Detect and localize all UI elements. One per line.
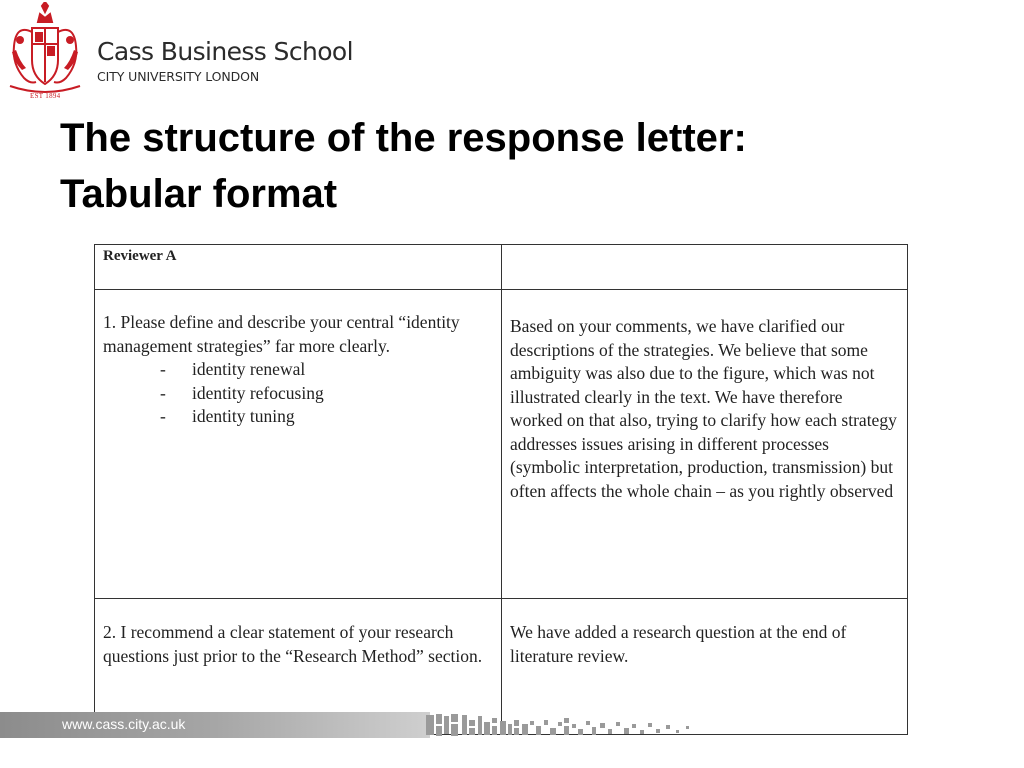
school-name: Cass Business School bbox=[97, 37, 353, 66]
cass-crest-logo bbox=[2, 2, 88, 102]
table-row bbox=[95, 290, 908, 599]
response-table bbox=[94, 244, 908, 735]
table-header-row bbox=[95, 245, 908, 290]
slide-title bbox=[60, 110, 747, 222]
author-response-cell: We have added a research question at the end of literature review. bbox=[502, 599, 908, 735]
author-response-cell: Based on your comments, we have clarified our descriptions of the strategies. We believe that some ambiguity was also due to the figure, which was not illustrated clearly in the text. We have therefore worked on that also, trying to clarify how each strategy addresses issues arising in different processes (symbolic interpretation, production, transmission) but often affects the whole chain – as you rightly observed bbox=[502, 290, 908, 599]
reviewer-comment-cell: 2. I recommend a clear statement of your research questions just prior to the “Research Method” section. bbox=[95, 599, 502, 735]
reviewer-comment-text: 1. Please define and describe your central “identity management strategies” far more clearly. bbox=[103, 312, 460, 356]
slide-title-line1: The structure of the response letter: bbox=[60, 116, 747, 160]
list-item-label: identity refocusing bbox=[192, 382, 324, 403]
reviewer-comment-cell bbox=[95, 290, 502, 599]
footer-pixel-pattern bbox=[424, 712, 699, 738]
list-item-label: identity renewal bbox=[192, 359, 306, 379]
bullet-dash: - bbox=[160, 406, 166, 426]
strategy-list bbox=[103, 358, 493, 429]
list-item bbox=[160, 358, 493, 382]
bullet-dash: - bbox=[160, 359, 166, 379]
list-item bbox=[160, 382, 493, 406]
response-header bbox=[502, 245, 908, 290]
list-item bbox=[160, 405, 493, 429]
footer-url: www.cass.city.ac.uk bbox=[62, 716, 186, 732]
university-name: CITY UNIVERSITY LONDON bbox=[97, 69, 260, 84]
bullet-dash: - bbox=[160, 382, 166, 403]
slide-title-line2: Tabular format bbox=[60, 172, 338, 216]
established-year: EST 1894 bbox=[30, 92, 61, 100]
reviewer-header: Reviewer A bbox=[95, 245, 502, 290]
list-item-label: identity tuning bbox=[192, 406, 295, 426]
school-wordmark bbox=[97, 38, 353, 84]
